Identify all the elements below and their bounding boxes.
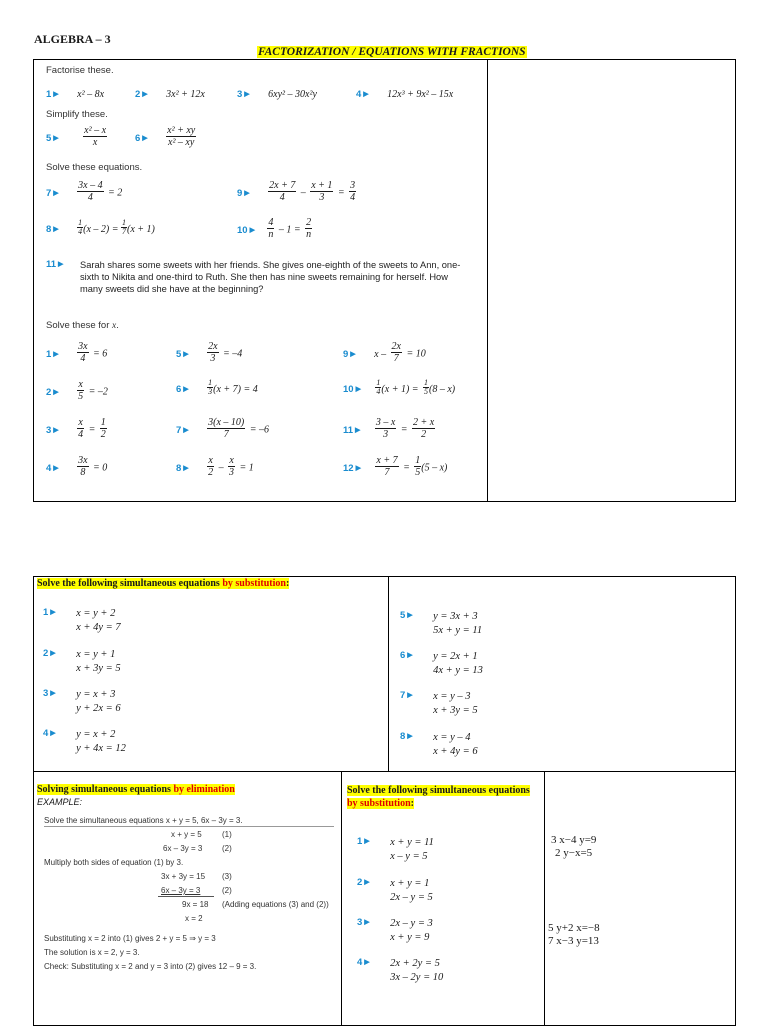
question-number: 9 ▶ — [237, 187, 250, 199]
sub2-q3 — [357, 917, 433, 945]
equation-pair: y = x + 3 y + 2x = 6 — [76, 689, 121, 714]
factorise-label: Factorise these. — [46, 65, 114, 76]
expression-rest: (x + 7) = 4 — [213, 384, 258, 395]
sim-q1 — [43, 607, 121, 635]
extra-equation: 7 x−3 y=13 — [548, 935, 599, 947]
solve-q10 — [237, 217, 312, 240]
question-number: 2 ▶ — [357, 877, 370, 888]
solve-q11 — [46, 259, 466, 295]
fraction: $\frac{x + 7}{7}$ — [376, 455, 398, 478]
example-line-1: Solve the simultaneous equations x + y = 5, 6x – 3y = 3. — [44, 816, 243, 825]
question-expression: x² – 8x — [77, 89, 105, 100]
solve-q9 — [237, 180, 356, 203]
example-line-9: Substituting x = 2 into (1) gives 2 + y = 5 ⇒ y = 3 — [44, 934, 216, 943]
extra-pair-1 — [551, 834, 596, 860]
question-number: 5 ▶ — [176, 348, 189, 360]
operator: – — [218, 462, 224, 474]
example-line-10: The solution is x = 2, y = 3. — [44, 948, 140, 957]
example-line-2: x + y = 5 — [171, 830, 202, 839]
fraction: $\frac{1}{2}$ — [100, 417, 106, 440]
solve-x-q4 — [46, 455, 107, 478]
expression-rest: = 10 — [406, 348, 426, 360]
question-number: 7 ▶ — [46, 187, 59, 199]
simplify-label: Simplify these. — [46, 109, 108, 120]
question-number: 4 ▶ — [356, 89, 369, 100]
sum-rule — [158, 896, 214, 897]
solve-q8 — [46, 219, 155, 237]
solve-x-q2 — [46, 379, 108, 402]
fraction: $\frac{x + 1}{3}$ — [311, 180, 333, 203]
extra-equation: 2 y−x=5 — [555, 847, 593, 859]
question-number: 6 ▶ — [400, 650, 413, 661]
solve-x-q12 — [343, 455, 447, 478]
equation-pair: x = y – 4 x + 4y = 6 — [433, 732, 478, 757]
solve-label: Solve these equations. — [46, 162, 143, 173]
equation-tag: (3) — [222, 872, 232, 881]
fraction: $\frac{3(x - 10)}{7}$ — [208, 417, 245, 440]
sim-q4 — [43, 728, 126, 756]
operator: = — [400, 424, 408, 436]
question-expression: 3x² + 12x — [166, 89, 205, 100]
solve-x-q1 — [46, 341, 107, 364]
fraction: $\frac{1}{3}$ — [208, 378, 213, 397]
example-line-5: 3x + 3y = 15 — [161, 872, 206, 881]
question-number: 3 ▶ — [43, 688, 56, 699]
equation-tag: (1) — [222, 830, 232, 839]
factorise-q3 — [237, 84, 317, 102]
fraction: $\frac{2}{n}$ — [306, 217, 312, 240]
fraction: $\frac{1}{5}$ — [423, 378, 428, 397]
sim-q6 — [400, 650, 483, 678]
question-number: 6 ▶ — [135, 132, 148, 144]
equation-pair: x + y = 1 2x – y = 5 — [390, 878, 433, 903]
substitution-2-heading: Solve the following simultaneous equations by substitution: — [347, 785, 530, 809]
fraction: $\frac{2x}{7}$ — [391, 341, 401, 364]
question-number: 8 ▶ — [400, 731, 413, 742]
question-number: 10 ▶ — [237, 224, 255, 236]
solve-x-q3 — [46, 417, 107, 440]
document-heading: FACTORIZATION / EQUATIONS WITH FRACTIONS — [258, 46, 526, 58]
expression-rest: (8 – x) — [428, 384, 456, 395]
expression-rest: = 1 — [239, 462, 254, 474]
example-line-4: Multiply both sides of equation (1) by 3. — [44, 858, 184, 867]
extra-equation: 3 x−4 y=9 — [551, 834, 597, 846]
example-line-6: 6x – 3y = 3 — [161, 886, 201, 895]
question-number: 10 ▶ — [343, 384, 361, 395]
solve-q7 — [46, 180, 122, 203]
fraction: $\frac{3x}{4}$ — [78, 341, 88, 364]
factorise-q2 — [135, 84, 205, 102]
fraction: $\frac{3x - 4}{4}$ — [78, 180, 103, 203]
expression-rest: = 6 — [93, 348, 108, 360]
fraction: $\frac{1}{7}$ — [122, 218, 126, 237]
sim-q2 — [43, 648, 121, 676]
simplify-q5 — [46, 125, 107, 148]
question-number: 4 ▶ — [43, 728, 56, 739]
question-number: 7 ▶ — [400, 690, 413, 701]
extra-pair-2 — [548, 922, 600, 948]
operator: = — [337, 187, 345, 199]
fraction: $\frac{2x}{3}$ — [208, 341, 218, 364]
fraction: $\frac{\text{x² – x}}{x}$ — [84, 125, 107, 148]
question-number: 2 ▶ — [43, 648, 56, 659]
fraction: $\frac{3x}{8}$ — [78, 455, 88, 478]
fraction: $\frac{x}{5}$ — [78, 379, 84, 402]
question-number: 3 ▶ — [237, 89, 250, 100]
equation-tag: (Adding equations (3) and (2)) — [222, 900, 329, 909]
question-number: 1 ▶ — [43, 607, 56, 618]
equation-pair: x + y = 11 x – y = 5 — [390, 837, 434, 862]
box-2-divider-top — [388, 576, 389, 771]
example-label: EXAMPLE: — [37, 797, 83, 807]
question-number: 6 ▶ — [176, 384, 189, 395]
equation-pair: y = 3x + 3 5x + y = 11 — [433, 611, 483, 636]
question-number: 2 ▶ — [46, 386, 59, 398]
sim-q3 — [43, 688, 121, 716]
equation-pair: x = y – 3 x + 3y = 5 — [433, 691, 478, 716]
operator: = — [88, 424, 96, 436]
question-number: 4 ▶ — [46, 462, 59, 474]
equation-pair: 2x + 2y = 5 3x – 2y = 10 — [390, 958, 444, 983]
extra-equation: 5 y+2 x=−8 — [548, 922, 600, 934]
fraction: $\frac{3}{4}$ — [350, 180, 356, 203]
question-number: 4 ▶ — [357, 957, 370, 968]
operator: = — [403, 462, 410, 474]
solve-x-q10 — [343, 379, 455, 397]
solve-x-label: Solve these for x. — [46, 320, 119, 331]
solve-x-q7 — [176, 417, 269, 440]
question-number: 3 ▶ — [357, 917, 370, 928]
expression-rest: = –6 — [249, 424, 269, 436]
equation-tag: (2) — [222, 844, 232, 853]
expression-rest: = –4 — [223, 348, 243, 360]
expression: x – — [374, 348, 387, 360]
factorise-q1 — [46, 84, 104, 102]
question-number: 1 ▶ — [357, 836, 370, 847]
simplify-q6 — [135, 125, 196, 148]
solve-x-q8 — [176, 455, 254, 478]
elimination-heading: Solving simultaneous equations by elimination — [37, 784, 235, 795]
sub2-q1 — [357, 836, 434, 864]
equation-tag: (2) — [222, 886, 232, 895]
expression-rest: = –2 — [88, 386, 108, 398]
question-number: 5 ▶ — [46, 132, 59, 144]
equation-pair: 2x – y = 3 x + y = 9 — [390, 918, 433, 943]
factorise-q4 — [356, 84, 453, 102]
fraction: $\frac{x}{3}$ — [229, 455, 235, 478]
example-line-7: 9x = 18 — [182, 900, 209, 909]
box-2-row-divider — [33, 771, 736, 772]
fraction: $\frac{\text{x² + xy}}{\text{x² – xy}}$ — [167, 125, 196, 148]
sim-q8 — [400, 731, 478, 759]
word-problem-text: Sarah shares some sweets with her friends. She gives one-eighth of the sweets to Ann, one-sixth to Nikita and one-third to Ruth. She then has nine sweets remaining for herself. How many sweets did she have at the beginning? — [80, 260, 461, 294]
solve-x-q11 — [343, 417, 435, 440]
question-number: 11 ▶ — [46, 259, 64, 270]
fraction: $\frac{1}{4}$ — [78, 218, 83, 237]
solve-x-q5 — [176, 341, 242, 364]
equation-pair: y = 2x + 1 4x + y = 13 — [433, 651, 483, 676]
expression-rest: (x + 1) — [127, 224, 155, 235]
fraction: $\frac{4}{n}$ — [268, 217, 274, 240]
equation-pair: x = y + 1 x + 3y = 5 — [76, 649, 121, 674]
question-number: 12 ▶ — [343, 462, 361, 474]
question-number: 7 ▶ — [176, 424, 189, 436]
question-expression: 12x³ + 9x² – 15x — [387, 89, 454, 100]
fraction: $\frac{x}{2}$ — [208, 455, 214, 478]
expression: – 1 = — [278, 224, 301, 236]
substitution-heading: Solve the following simultaneous equations by substitution: — [37, 578, 290, 589]
solve-x-q6 — [176, 379, 258, 397]
expression-rest: = 2 — [108, 187, 123, 199]
example-rule — [44, 826, 334, 827]
question-number: 9 ▶ — [343, 348, 356, 360]
fraction: $\frac{2 + x}{2}$ — [413, 417, 435, 440]
expression-rest: (5 – x) — [421, 462, 448, 474]
fraction: $\frac{x}{4}$ — [78, 417, 84, 440]
solve-x-q9 — [343, 341, 426, 364]
example-line-8: x = 2 — [185, 914, 203, 923]
sub2-q4 — [357, 957, 443, 985]
fraction: $\frac{2x + 7}{4}$ — [269, 180, 296, 203]
question-number: 3 ▶ — [46, 424, 59, 436]
example-line-3: 6x – 3y = 3 — [163, 844, 203, 853]
question-number: 5 ▶ — [400, 610, 413, 621]
question-number: 1 ▶ — [46, 89, 59, 100]
fraction: $\frac{1}{5}$ — [415, 455, 421, 478]
fraction: $\frac{1}{4}$ — [376, 378, 381, 397]
sim-q5 — [400, 610, 482, 638]
box-1-divider — [487, 59, 488, 502]
expression: (x + 1) = — [381, 384, 419, 395]
question-number: 11 ▶ — [343, 424, 361, 436]
equation-pair: x = y + 2 x + 4y = 7 — [76, 608, 121, 633]
expression: (x – 2) = — [83, 224, 121, 235]
sub2-q2 — [357, 877, 433, 905]
sim-q7 — [400, 690, 478, 718]
equation-pair: y = x + 2 y + 4x = 12 — [76, 729, 126, 754]
example-line-11: Check: Substituting x = 2 and y = 3 into (2) gives 12 – 9 = 3. — [44, 962, 257, 971]
question-number: 8 ▶ — [176, 462, 189, 474]
question-number: 8 ▶ — [46, 224, 59, 235]
fraction: $\frac{3 - x}{3}$ — [375, 417, 396, 440]
expression-rest: = 0 — [93, 462, 108, 474]
operator: – — [300, 187, 306, 199]
box-2-divider-left — [341, 771, 342, 1026]
box-2-divider-right — [544, 771, 545, 1026]
document-title: ALGEBRA – 3 — [34, 32, 111, 46]
question-number: 2 ▶ — [135, 89, 148, 100]
question-expression: 6xy² – 30x²y — [268, 89, 317, 100]
question-number: 1 ▶ — [46, 348, 59, 360]
